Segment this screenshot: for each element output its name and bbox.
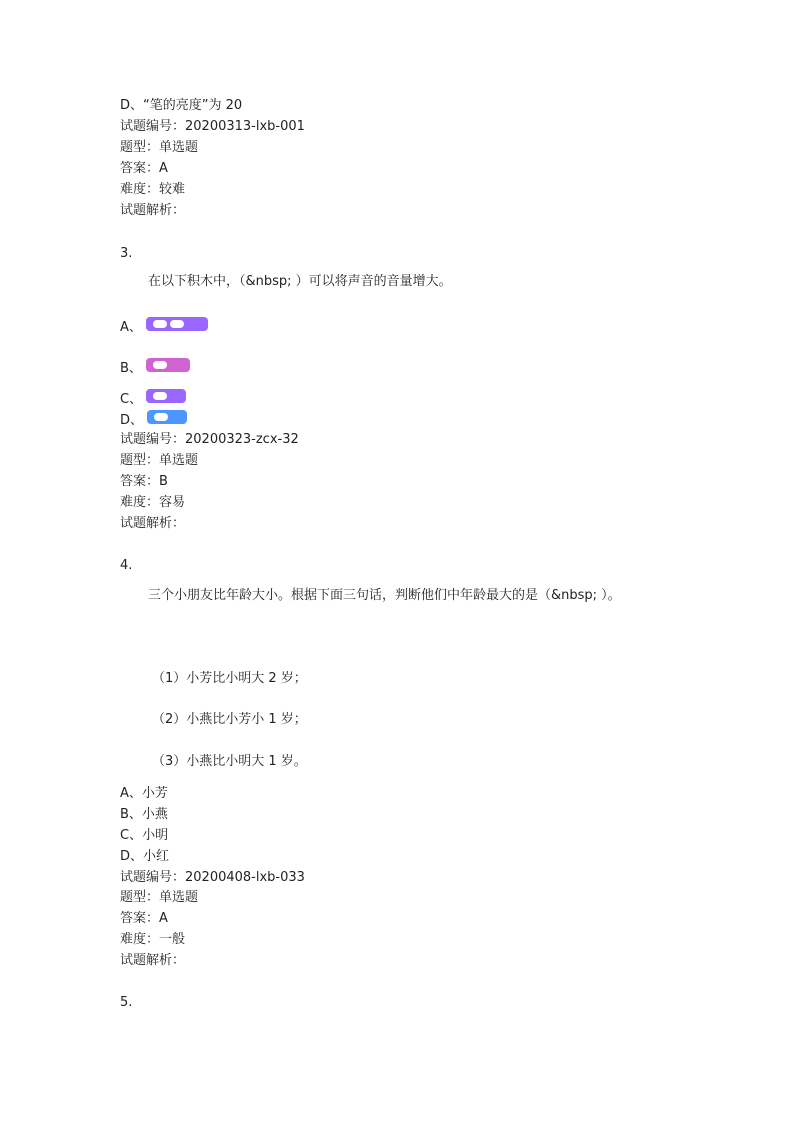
q3-analysis: 试题解析：: [120, 516, 186, 531]
q2-option-d: D、“笔的亮度”为 20: [120, 98, 243, 113]
block-input-pill: [154, 413, 168, 421]
block-input-pill: [153, 392, 167, 400]
q3-option-a: [120, 319, 208, 337]
block-input-pill: [153, 320, 167, 328]
q3-option-d: [120, 412, 187, 430]
q2-analysis: 试题解析：: [120, 203, 186, 218]
sound-block-image: [146, 358, 190, 372]
q3-difficulty: 难度：容易: [120, 495, 186, 510]
q4-id: 试题编号：20200408-lxb-033: [120, 870, 305, 885]
sound-block-image: [146, 317, 208, 331]
q3-answer: 答案：B: [120, 474, 168, 489]
sound-block-image: [146, 389, 186, 403]
q4-answer: 答案：A: [120, 911, 168, 926]
q4-analysis: 试题解析：: [120, 953, 186, 968]
option-label: C、: [120, 392, 143, 407]
q4-clue-1: （1）小芳比小明大 2 岁；: [152, 671, 307, 686]
q5-number: 5.: [120, 995, 133, 1010]
q4-clue-3: （3）小燕比小明大 1 岁。: [152, 754, 307, 769]
sound-block-image: [147, 410, 187, 424]
option-label: A、: [120, 320, 142, 335]
q3-option-c: [120, 391, 186, 409]
q4-clue-2: （2）小燕比小芳小 1 岁；: [152, 712, 307, 727]
q2-difficulty: 难度：较难: [120, 182, 186, 197]
block-input-pill: [170, 320, 184, 328]
q2-id: 试题编号：20200313-lxb-001: [120, 119, 305, 134]
option-label: D、: [120, 413, 144, 428]
q4-type: 题型：单选题: [120, 890, 199, 905]
q3-stem: 在以下积木中，（&nbsp; ）可以将声音的音量增大。: [148, 274, 452, 289]
block-input-pill: [153, 361, 167, 369]
q4-stem: 三个小朋友比年龄大小。根据下面三句话，判断他们中年龄最大的是（&nbsp; ）。: [148, 588, 621, 603]
q3-number: 3.: [120, 246, 133, 261]
q3-type: 题型：单选题: [120, 453, 199, 468]
q4-option-d: D、小红: [120, 849, 170, 864]
q4-number: 4.: [120, 558, 133, 573]
q4-option-b: B、小燕: [120, 807, 168, 822]
q3-option-b: [120, 360, 190, 378]
option-label: B、: [120, 361, 142, 376]
q4-option-a: A、小芳: [120, 786, 168, 801]
q3-id: 试题编号：20200323-zcx-32: [120, 432, 299, 447]
q4-option-c: C、小明: [120, 828, 169, 843]
q4-difficulty: 难度：一般: [120, 932, 186, 947]
q2-type: 题型：单选题: [120, 140, 199, 155]
q2-answer: 答案：A: [120, 161, 168, 176]
